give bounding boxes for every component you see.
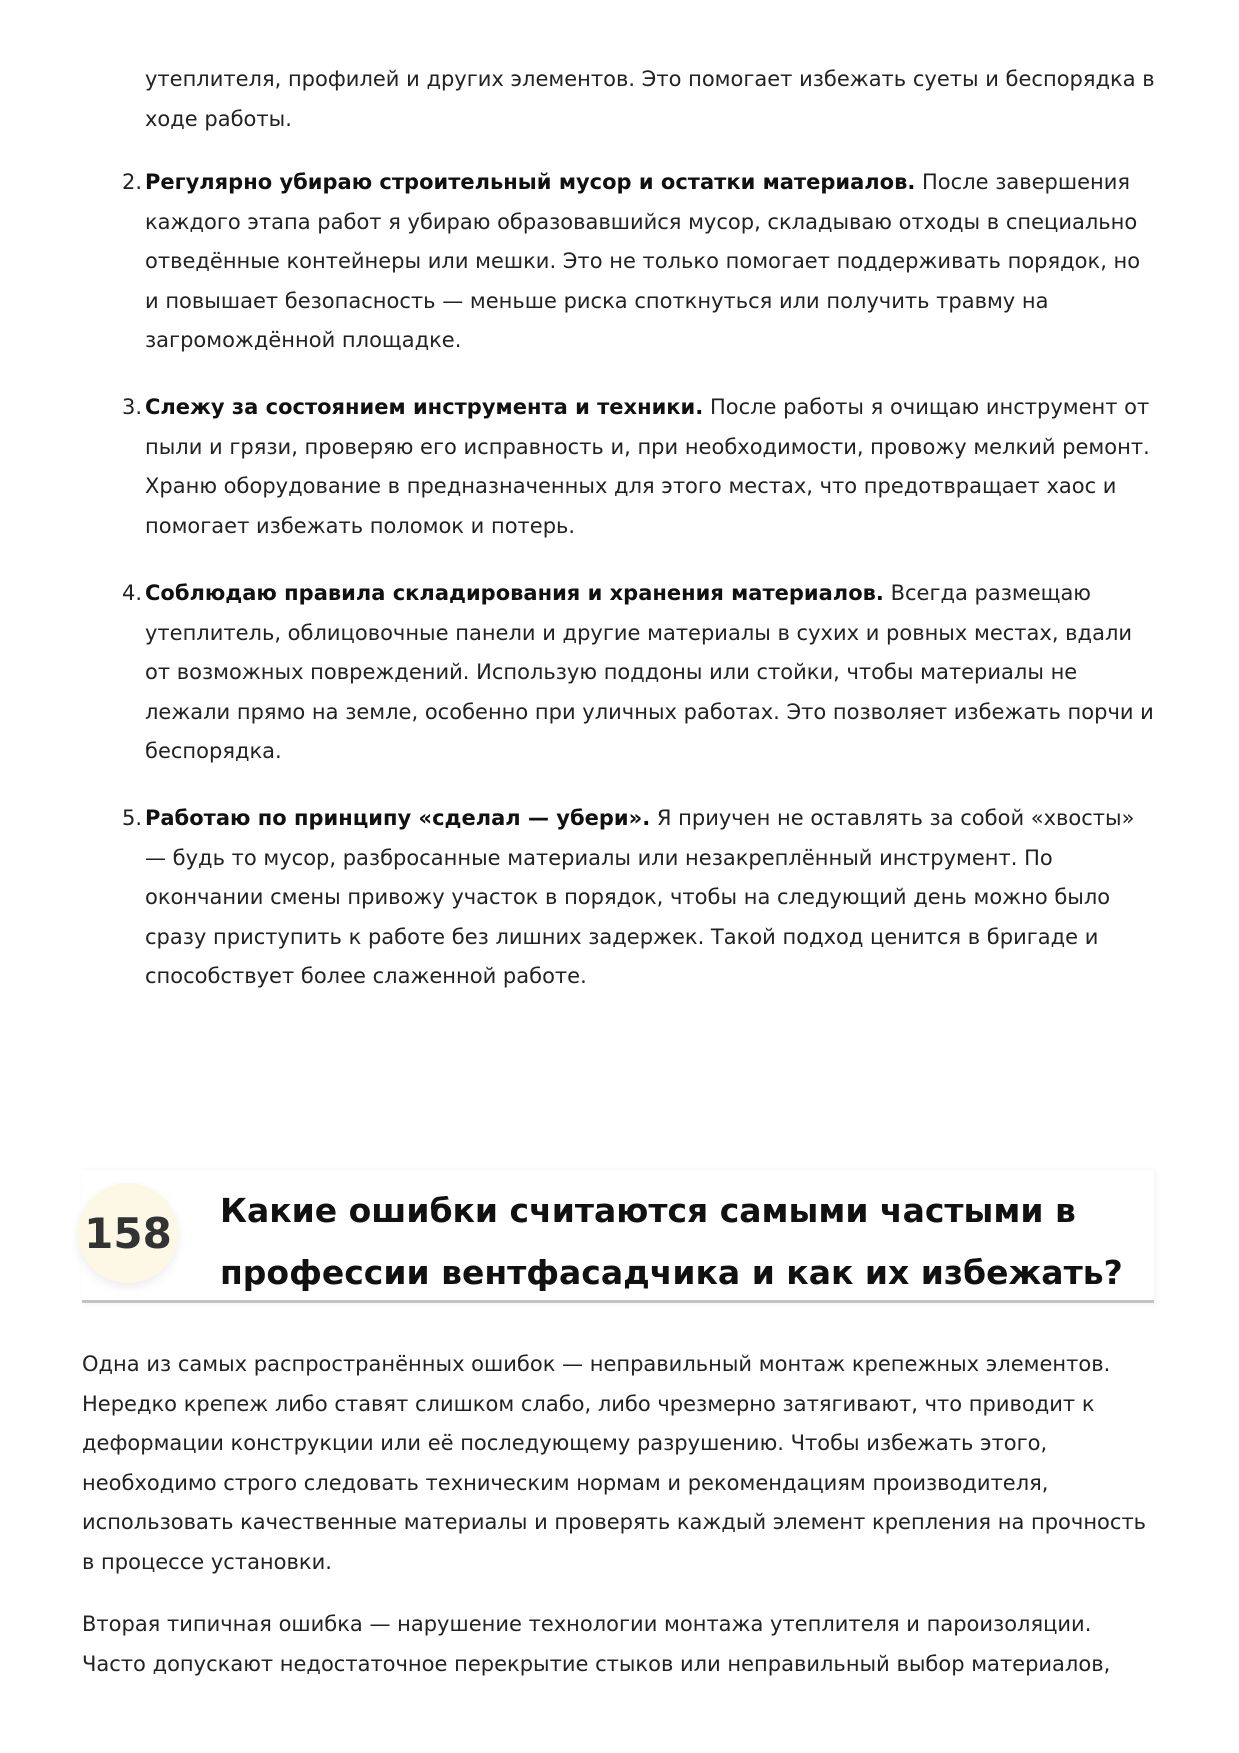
list-item-heading: Работаю по принципу «сделал — убери». (145, 806, 651, 830)
list-number: 4. (121, 581, 142, 605)
list-item-text: После работы я очищаю инструмент от пыли и грязи, проверяю его исправность и, при необходимости, провожу мелкий ремонт. Храню оборудование в предназначенных для этого местах, что предотвращает хаос и помогает избежать поломок и потерь. (145, 395, 1150, 538)
list-number: 2. (121, 170, 142, 194)
intro-paragraph-tail: утеплителя, профилей и других элементов. Это помогает избежать суеты и беспорядка в ходе работы. (145, 67, 1155, 131)
list-item-text: Всегда размещаю утеплитель, облицовочные панели и другие материалы в сухих и ровных местах, вдали от возможных повреждений. Использую поддоны или стойки, чтобы материалы не лежали прямо на земле, особенно при уличных работах. Это позволяет избежать порчи и беспорядка. (145, 581, 1154, 764)
list-item-heading: Соблюдаю правила складирования и хранения материалов. (145, 581, 884, 605)
list-item (118, 574, 1158, 772)
list-item-text: После завершения каждого этапа работ я убираю образовавшийся мусор, складываю отходы в специально отведённые контейнеры или мешки. Это не только помогает поддерживать порядок, но и повышает безопасность — меньше риска споткнуться или получить травму на загромождённой площадке. (145, 170, 1141, 353)
section-paragraph: Вторая типичная ошибка — нарушение технологии монтажа утеплителя и пароизоляции. Часто допускают недостаточное перекрытие стыков или неправильный выбор материалов, (82, 1612, 1111, 1676)
list-number: 5. (121, 806, 142, 830)
list-item-heading: Слежу за состоянием инструмента и техники. (145, 395, 704, 419)
section-paragraph: Одна из самых распространённых ошибок — неправильный монтаж крепежных элементов. Нередко крепеж либо ставят слишком слабо, либо чрезмерно затягивают, что приводит к деформации конструкции или её последующему разрушению. Чтобы избежать этого, необходимо строго следовать техническим нормам и рекомендациям производителя, использовать качественные материалы и проверять каждый элемент крепления на прочность в процессе установки. (82, 1352, 1147, 1574)
list-item (118, 799, 1158, 997)
section-title: Какие ошибки считаются самыми частыми в профессии вентфасадчика и как их избежать? (220, 1191, 1123, 1292)
list-number: 3. (121, 395, 142, 419)
list-item (118, 163, 1158, 361)
list-item (118, 388, 1158, 546)
list-item-heading: Регулярно убираю строительный мусор и остатки материалов. (145, 170, 916, 194)
question-number-badge: 158 (78, 1183, 178, 1283)
list-item-text: Я приучен не оставлять за собой «хвосты» — будь то мусор, разбросанные материалы или незакреплённый инструмент. По окончании смены привожу участок в порядок, чтобы на следующий день можно было сразу приступить к работе без лишних задержек. Такой подход ценится в бригаде и способствует более слаженной работе. (145, 806, 1135, 989)
